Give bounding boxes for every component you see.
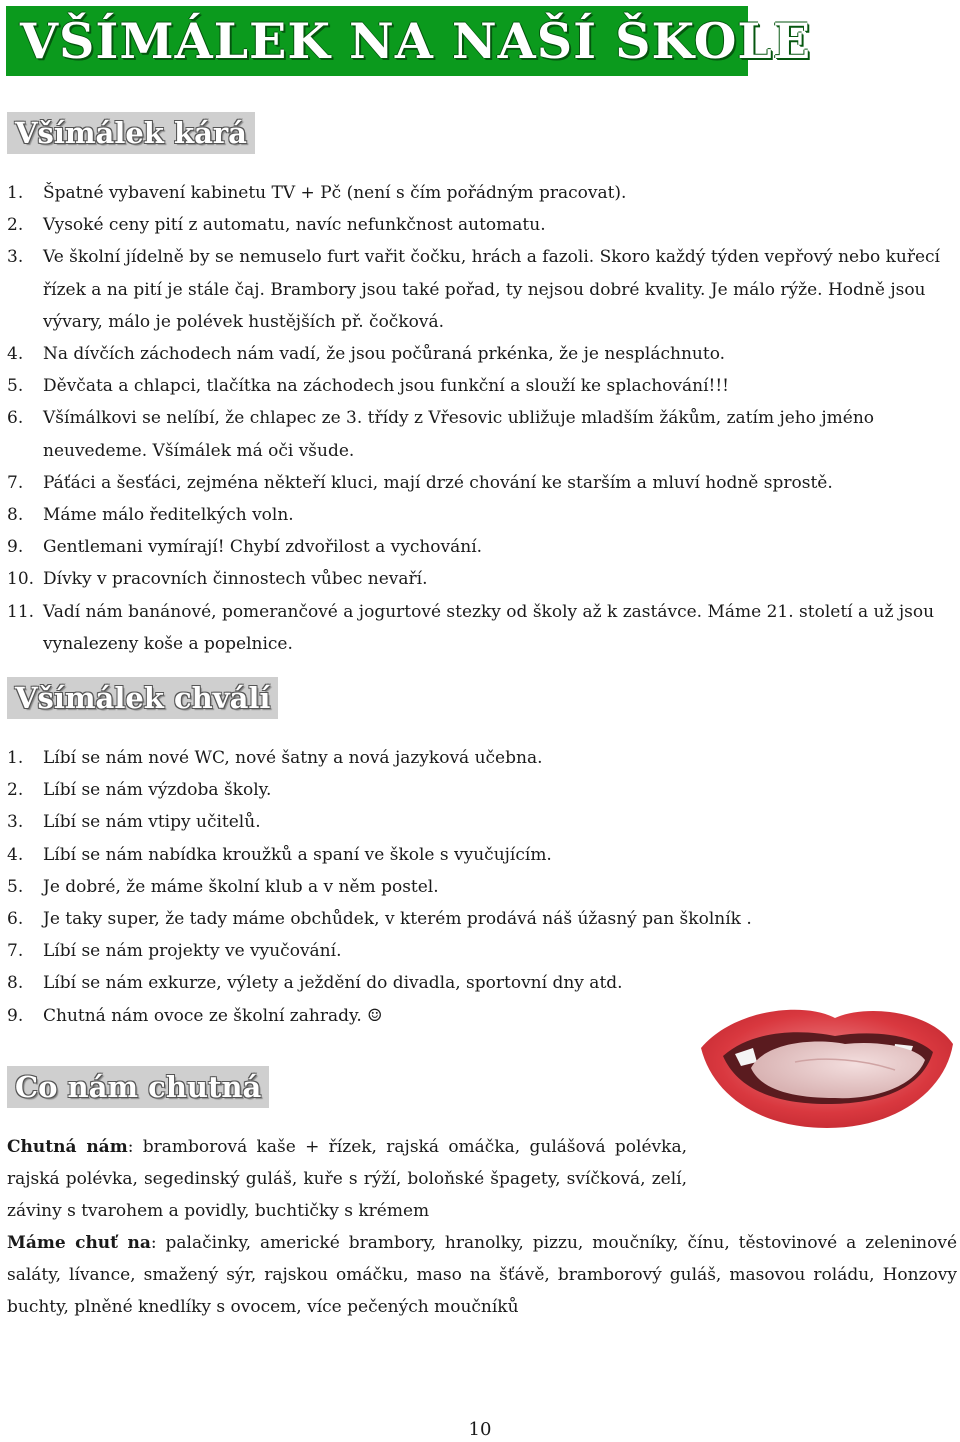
list-item: 6. Je taky super, že tady máme obchůdek, v kterém prodává náš úžasný pan školník . [7,909,752,930]
scolds-list [7,177,947,660]
list-item: 11. Vadí nám banánové, pomerančové a jogurtové stezky od školy až k zastávce. Máme 21. století a už jsou vynalezeny koše a popelnice. [7,601,935,654]
section-heading-praises: Všímálek chválí [7,677,278,719]
cravings-paragraph [7,1227,957,1323]
likes-label: Chutná nám [7,1137,128,1157]
list-item: 5. Je dobré, že máme školní klub a v něm postel. [7,876,439,897]
likes-paragraph [7,1131,687,1227]
list-item: 1. Líbí se nám nové WC, nové šatny a nová jazyková učebna. [7,748,543,768]
list-item: 4. Na dívčích záchodech nám vadí, že jsou počůraná prkénka, že je nespláchnuto. [7,344,726,365]
lips-illustration [695,1000,957,1132]
list-item: 7. Líbí se nám projekty ve vyučování. [7,941,342,962]
list-item: 2. Vysoké ceny pití z automatu, navíc nefunkčnost automatu. [7,215,546,236]
section-heading-tastes: Co nám chutná [7,1066,269,1108]
list-item: 9. Gentlemani vymírají! Chybí zdvořilost a vychování. [7,537,483,558]
list-item: 1. Špatné vybavení kabinetu TV + Pč (není s čím pořádným pracovat). [7,183,627,203]
list-item: 5. Děvčata a chlapci, tlačítka na záchodech jsou funkční a slouží ke splachování!!! [7,376,730,397]
page-number: 10 [468,1419,492,1440]
section-heading-scolds: Všímálek kárá [7,112,255,154]
cravings-text: : palačinky, americké brambory, hranolky, pizzu, moučníky, čínu, těstovinové a zeleninové saláty, lívance, smažený sýr, rajskou omáčku, maso na šťávě, bramborový guláš, masovou roládu, Honzovy buchty, plněné knedlíky s ovocem, více pečených moučníků [7,1233,958,1317]
praises-list [7,742,947,1032]
list-item: 9. Chutná nám ovoce ze školní zahrady. ☺ [7,1005,383,1026]
list-item: 3. Ve školní jídelně by se nemuselo furt vařit čočku, hrách a fazoli. Skoro každý týden vepřový nebo kuřecí řízek a na pití je stále čaj. Brambory jsou také pořad, ty nejsou dobré kvality. Je málo rýže. Hodně jsou vývary, málo je polévek hustějších př. čočková. [7,247,940,332]
list-item: 8. Máme málo ředitelkých voln. [7,505,294,526]
list-item: 2. Líbí se nám výzdoba školy. [7,780,272,801]
list-item: 8. Líbí se nám exkurze, výlety a ježdění do divadla, sportovní dny atd. [7,973,623,994]
page-banner-title: VŠÍMÁLEK NA NAŠÍ ŠKOLE [6,6,748,76]
list-item: 7. Páťáci a šesťáci, zejména někteří kluci, mají drzé chování ke starším a mluví hodně sprostě. [7,472,833,493]
list-item: 6. Všímálkovi se nelíbí, že chlapec ze 3. třídy z Vřesovic ubližuje mladším žákům, zatím jeho jméno neuvedeme. Všímálek má oči všude. [7,408,875,461]
list-item: 3. Líbí se nám vtipy učitelů. [7,812,261,833]
list-item: 10. Dívky v pracovních činnostech vůbec nevaří. [7,569,428,590]
likes-text: : bramborová kaše + řízek, rajská omáčka, gulášová polévka, rajská polévka, segedinský guláš, kuře s rýží, boloňské špagety, svíčková, zelí, záviny s tvarohem a povidly, buchtičky s krémem [7,1137,687,1221]
cravings-label: Máme chuť na [7,1233,151,1253]
list-item: 4. Líbí se nám nabídka kroužků a spaní ve škole s vyučujícím. [7,844,552,865]
